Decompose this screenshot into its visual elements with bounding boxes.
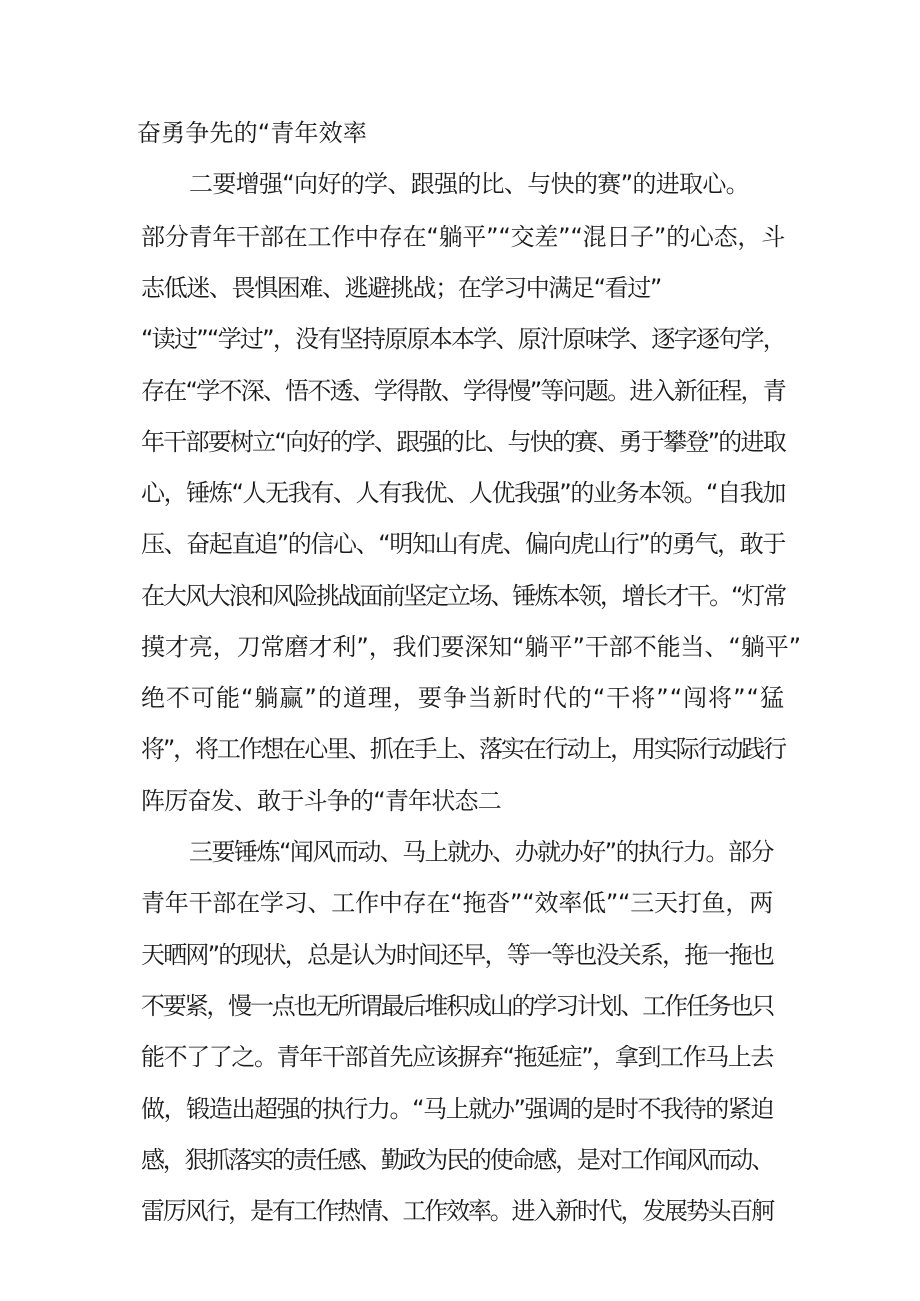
text-line: 志低迷、畏惧困难、逃避挑战；在学习中满足“看过” <box>141 274 661 302</box>
text-line: 做，锻造出超强的执行力。“马上就办”强调的是时不我待的紧迫 <box>141 1095 773 1123</box>
text-line: 绝不可能“躺赢”的道理，要争当新时代的“干将”“闯将”“猛 <box>141 684 785 712</box>
text-line: 天晒网”的现状，总是认为时间还早，等一等也没关系，拖一拖也 <box>141 941 773 969</box>
text-line: 二要增强“向好的学、跟强的比、与快的赛”的进取心。 <box>189 170 749 198</box>
text-line: 奋勇争先的“青年效率 <box>137 119 367 147</box>
text-line: 心，锤炼“人无我有、人有我优、人优我强”的业务本领。“自我加 <box>141 479 785 507</box>
text-line: 在大风大浪和风险挑战面前坚定立场、锤炼本领，增长才干。“灯常 <box>141 582 785 610</box>
text-line: 压、奋起直追”的信心、“明知山有虎、偏向虎山行”的勇气，敢于 <box>141 530 785 558</box>
text-line: 青年干部在学习、工作中存在“拖沓”“效率低”“三天打鱼，两 <box>141 889 773 917</box>
text-line: 三要锤炼“闻风而动、马上就办、办就办好”的执行力。部分 <box>189 838 773 866</box>
text-line: 摸才亮，刀常磨才利”，我们要深知“躺平”干部不能当、“躺平” <box>141 633 801 661</box>
text-line: 不要紧，慢一点也无所谓最后堆积成山的学习计划、工作任务也只 <box>141 992 773 1020</box>
text-line: 阵厉奋发、敢于斗争的“青年状态二 <box>141 787 501 815</box>
text-line: 雷厉风行，是有工作热情、工作效率。进入新时代，发展势头百舸 <box>141 1197 773 1225</box>
text-line: 感，狠抓落实的责任感、勤政为民的使命感，是对工作闻风而动、 <box>141 1146 773 1174</box>
text-line: 年干部要树立“向好的学、跟强的比、与快的赛、勇于攀登”的进取 <box>141 428 785 456</box>
text-line: 将”，将工作想在心里、抓在手上、落实在行动上，用实际行动践行 <box>141 735 785 763</box>
text-line: “读过”“学过”，没有坚持原原本本学、原汁原味学、逐字逐句学， <box>141 325 785 353</box>
text-line: 存在“学不深、悟不透、学得散、学得慢”等问题。进入新征程，青 <box>141 377 785 405</box>
text-line: 能不了了之。青年干部首先应该摒弃“拖延症”，拿到工作马上去 <box>141 1043 773 1071</box>
text-line: 部分青年干部在工作中存在“躺平”“交差”“混日子”的心态，斗 <box>141 223 785 251</box>
